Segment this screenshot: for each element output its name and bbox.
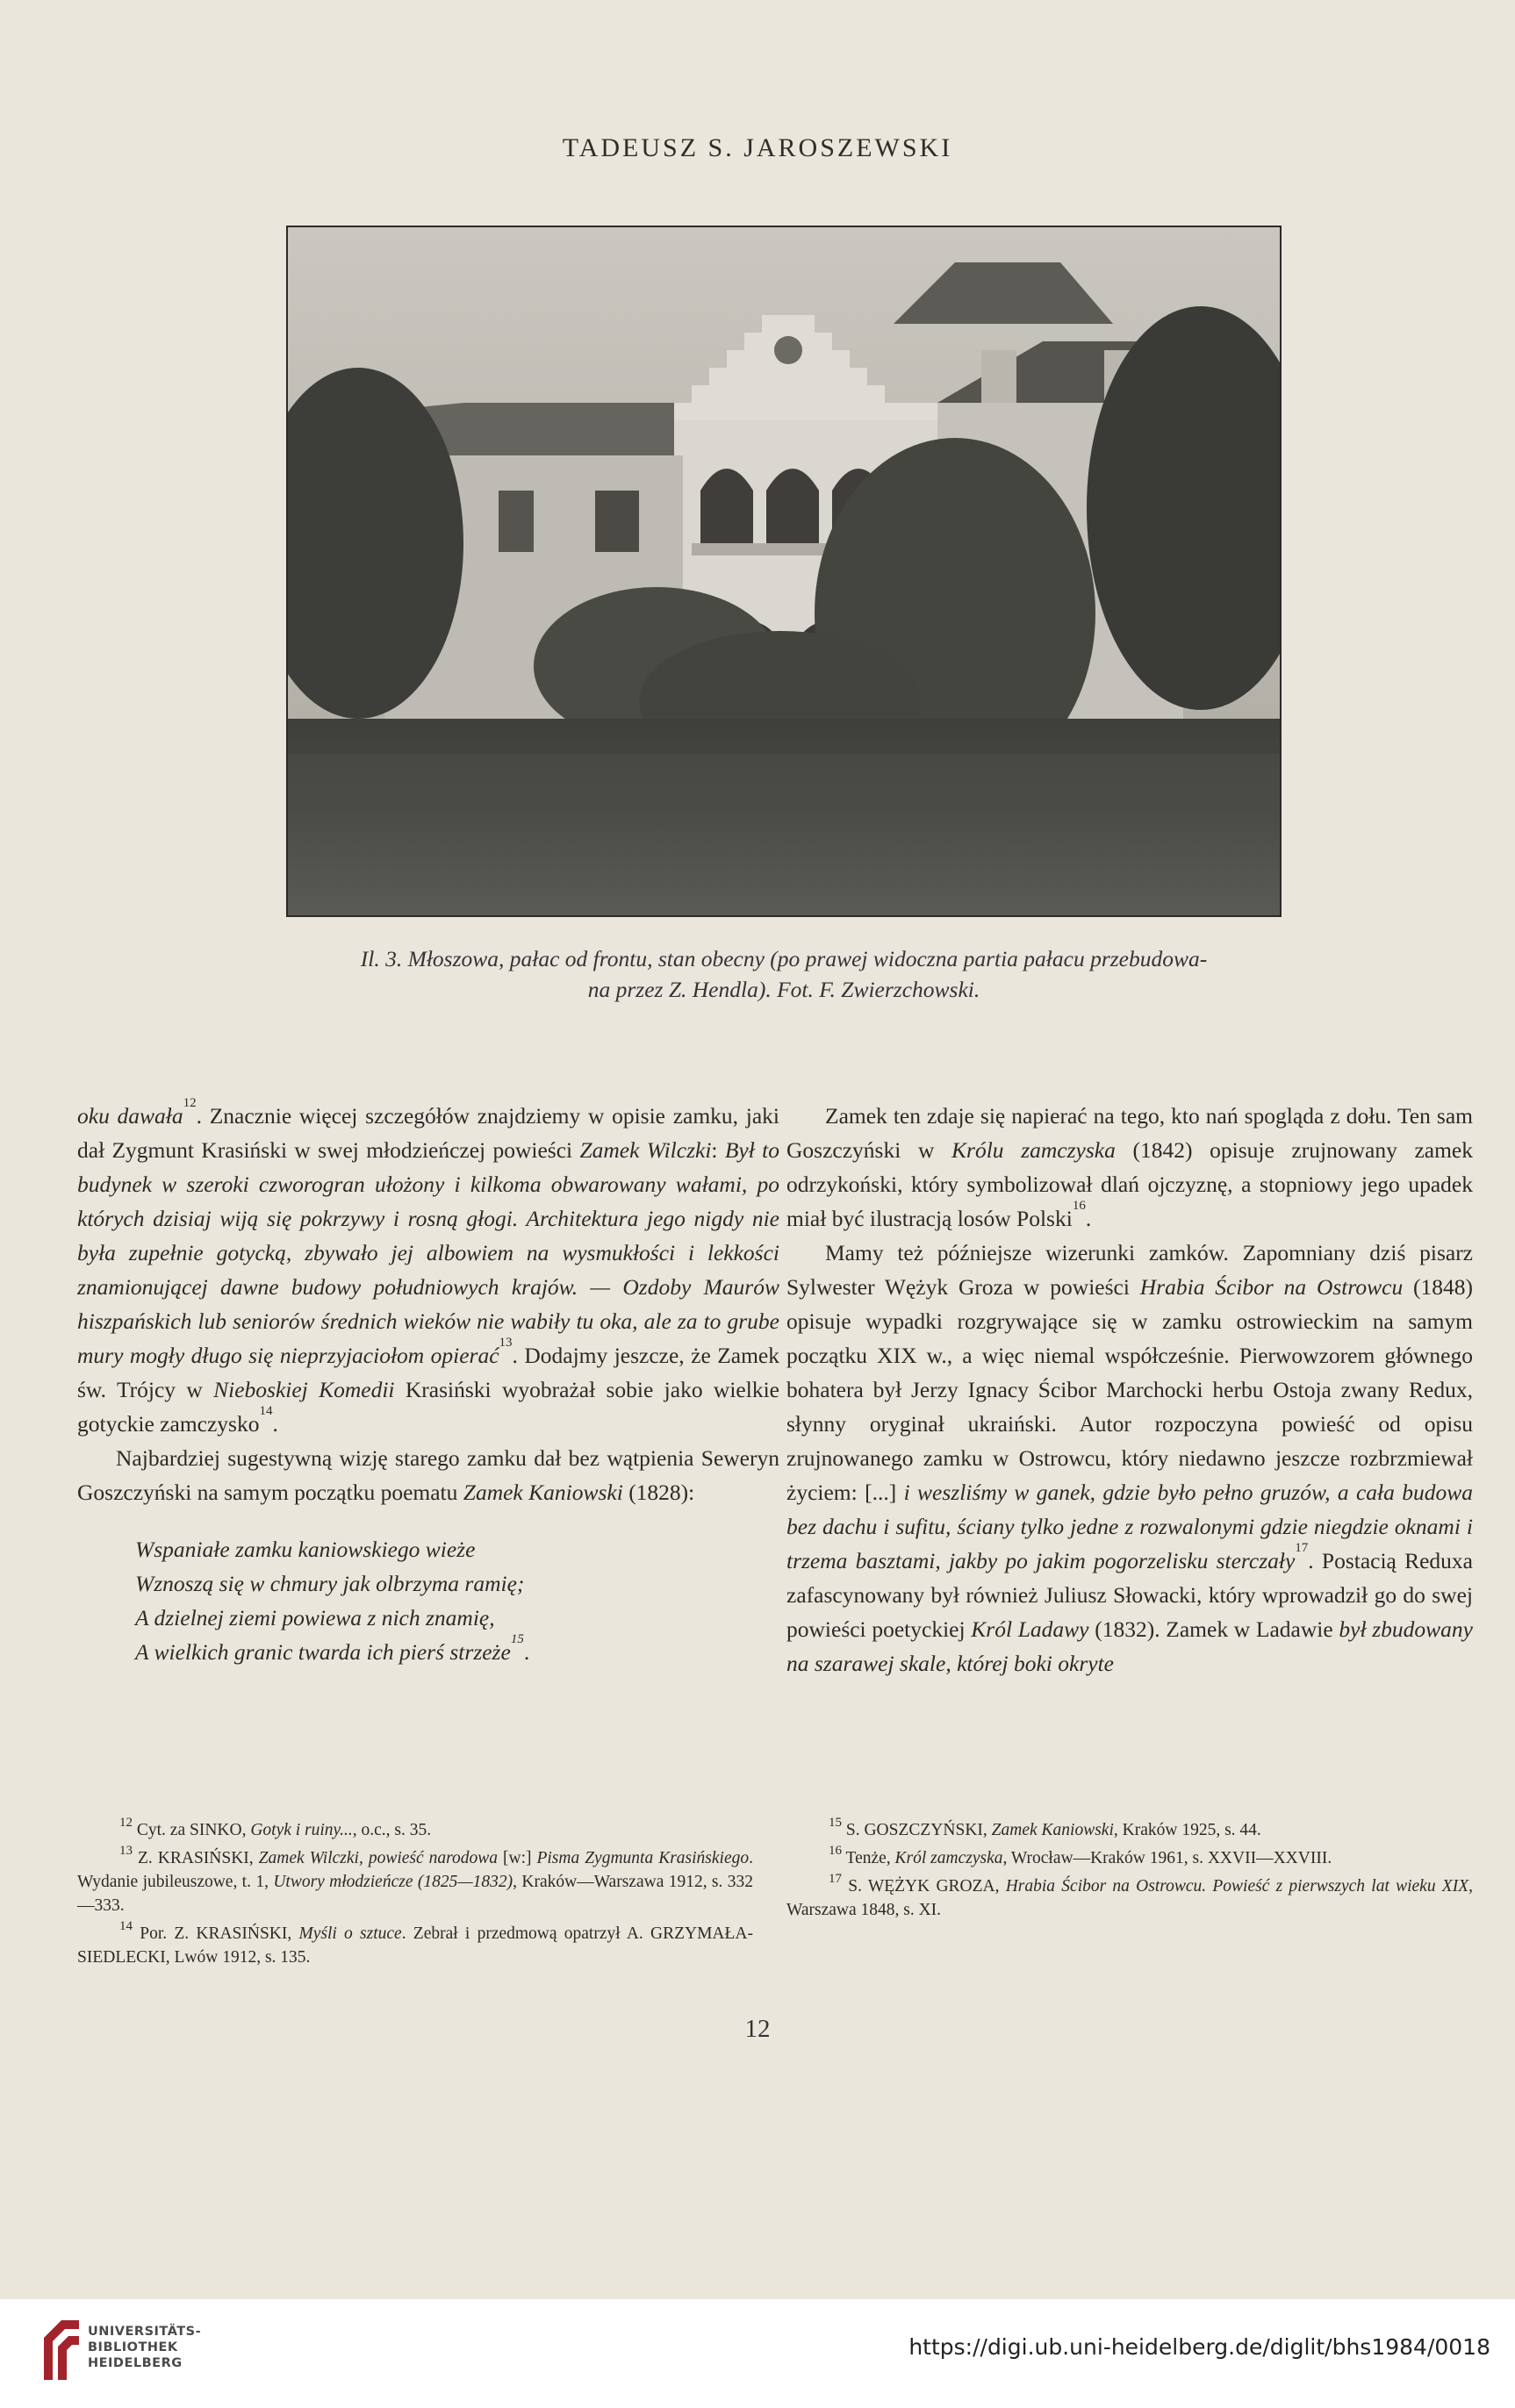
footnote-ref: 12: [183, 1096, 197, 1110]
poem-line: A dzielnej ziemi powiewa z nich znamię,: [135, 1605, 495, 1630]
book-title: Zamek Wilczki: [579, 1137, 712, 1163]
book-title: Nieboskiej Komedii: [213, 1377, 395, 1402]
paragraph: [786, 1099, 1473, 1236]
italic-run: Król zamczyska: [894, 1849, 1003, 1867]
permalink-url[interactable]: https://digi.ub.uni-heidelberg.de/diglit/bhs1984/0018: [908, 2334, 1490, 2360]
italic-run: Hrabia Ścibor na Ostrowcu. Powieść z pierwszych lat wieku XIX: [1005, 1877, 1469, 1896]
footnote: [786, 1874, 1473, 1922]
footnote-ref: 15: [510, 1632, 524, 1646]
right-text-column: [786, 1099, 1473, 1681]
footnotes-left: [77, 1818, 753, 1974]
text-run: . Postacią Reduxa zafascynowany był również Juliusz Słowacki, który wprowadził go do swej powieści poetyckiej: [786, 1548, 1473, 1642]
text-run: Krasiński wyobrażał sobie jako wielkie gotyckie zamczysko: [77, 1377, 779, 1437]
quotation: był zbudowany na szarawej skale, której boki okryte: [786, 1616, 1473, 1676]
text-run: S. GOSZCZYŃSKI,: [845, 1821, 992, 1839]
footnote: [786, 1846, 1473, 1870]
text-run: (1832). Zamek w Ladawie: [1088, 1616, 1339, 1642]
italic-run: Utwory młodzieńcze (1825—1832): [273, 1873, 513, 1891]
footnote: [786, 1818, 1473, 1842]
text-run: [w:]: [498, 1849, 537, 1867]
italic-run: Myśli o sztuce: [298, 1924, 402, 1943]
text-run: , o.c., s. 35.: [352, 1821, 432, 1839]
footnote-number: 16: [829, 1844, 842, 1858]
poem-line: Wspaniałe zamku kaniowskiego wieże: [135, 1537, 476, 1562]
text-run: S. WĘŻYK GROZA,: [848, 1877, 1006, 1896]
footnote: [77, 1846, 753, 1917]
logo-text-line: BIBLIOTHEK: [88, 2340, 178, 2354]
logo-text-line: HEIDELBERG: [88, 2356, 183, 2370]
text-run: .: [523, 1639, 530, 1665]
text-run: (1842) opisuje zrujnowany zamek odrzykoński, który symbolizował dlań ojczyznę, a stopniowy jego upadek miał być ilustracją losów Polski: [786, 1137, 1474, 1231]
italic-run: Pisma Zygmunta Krasińskiego: [536, 1849, 750, 1867]
text-run: . Wydanie jubileuszowe, t. 1,: [77, 1849, 753, 1891]
text-run: . Zebrał i przedmową opatrzył A. GRZYMAŁA-SIEDLECKI, Lwów 1912, s. 135.: [77, 1924, 753, 1967]
page-number: 12: [744, 2015, 771, 2043]
footnote-number: 17: [829, 1872, 842, 1886]
text-run: (1828):: [622, 1480, 695, 1505]
text-run: Por. Z. KRASIŃSKI,: [140, 1924, 299, 1943]
footnote: [77, 1919, 753, 1969]
footnote-number: 13: [119, 1844, 133, 1858]
poem-line: [135, 1632, 779, 1669]
text-run: , Kraków—Warszawa 1912, s. 332—333.: [77, 1873, 753, 1915]
palace-photograph: [286, 226, 1282, 917]
italic-run: oku dawała: [77, 1103, 183, 1129]
paragraph: [786, 1236, 1473, 1681]
text-run: .: [272, 1411, 278, 1437]
book-title: Król Ladawy: [971, 1616, 1089, 1642]
text-run: A wielkich granic twarda ich pierś strzeże: [135, 1639, 511, 1665]
text-run: Najbardziej sugestywną wizję starego zamku dał bez wątpienia Seweryn Goszczyński na samym początku poematu: [77, 1445, 779, 1505]
text-run: .: [1085, 1206, 1092, 1231]
text-run: Zamek ten zdaje się napierać na tego, kto nań spogląda z dołu. Ten sam Goszczyński w: [786, 1103, 1473, 1163]
footnote-ref: 14: [259, 1404, 273, 1418]
left-text-column: [77, 1096, 779, 1669]
running-header: TADEUSZ S. JAROSZEWSKI: [562, 133, 953, 162]
paragraph: [77, 1441, 779, 1509]
text-run: :: [711, 1137, 725, 1163]
poem-line: Wznoszą się w chmury jak olbrzyma ramię;: [135, 1571, 525, 1596]
text-run: Cyt. za SINKO,: [136, 1821, 251, 1839]
logo-text-line: UNIVERSITÄTS-: [88, 2325, 202, 2339]
footnote-ref: 17: [1295, 1541, 1309, 1555]
caption-line: na przez Z. Hendla). Fot. F. Zwierzchowski.: [587, 976, 980, 1002]
quotation: i weszliśmy w ganek, gdzie było pełno gruzów, a cała budowa bez dachu i sufitu, ściany tylko jedne z rozwalonymi gdzie niegdzie oknami i trzema basztami, jakby po jakim pogorzelisku sterczały: [786, 1480, 1473, 1573]
book-title: Hrabia Ścibor na Ostrowcu: [1139, 1274, 1404, 1300]
poem-quotation: [135, 1532, 779, 1669]
italic-run: Zamek Kaniowski: [991, 1821, 1114, 1839]
library-logo-icon[interactable]: [35, 2311, 88, 2390]
italic-run: Zamek Wilczki, powieść narodowa: [258, 1849, 498, 1867]
text-run: (1848) opisuje wypadki rozgrywające się w zamku ostrowieckim na samym początku XIX w., a więc niemal współcześnie. Pierwowzorem głównego bohatera był Jerzy Ignacy Ścibor Marchocki herbu Ostoja zwany Redux, słynny oryginał ukraiński. Autor rozpoczyna powieść od opisu zrujnowanego zamku w Ostrowcu, który niedawno jeszcze rozbrzmiewał życiem: [...]: [786, 1274, 1474, 1505]
paragraph: [77, 1096, 779, 1441]
footnote: [77, 1818, 753, 1842]
library-logo-text[interactable]: [88, 2324, 201, 2371]
italic-run: Gotyk i ruiny...: [250, 1821, 353, 1839]
text-run: Z. KRASIŃSKI,: [138, 1849, 259, 1867]
caption-line: Il. 3. Młoszowa, pałac od frontu, stan obecny (po prawej widoczna partia pałacu przebudowa-: [360, 946, 1208, 971]
book-title: Zamek Kaniowski: [463, 1480, 623, 1505]
text-run: , Kraków 1925, s. 44.: [1113, 1821, 1261, 1839]
footnote-ref: 13: [499, 1336, 513, 1350]
footnote-number: 12: [119, 1816, 133, 1830]
footnote-number: 14: [119, 1919, 133, 1933]
text-run: Tenże,: [845, 1849, 895, 1867]
footnotes-right: [786, 1818, 1473, 1926]
text-run: , Wrocław—Kraków 1961, s. XXVII—XXVIII.: [1002, 1849, 1332, 1867]
text-run: Mamy też późniejsze wizerunki zamków. Zapomniany dziś pisarz Sylwester Wężyk Groza w powieści: [786, 1240, 1473, 1300]
text-run: . Znacznie więcej szczegółów znajdziemy w opisie zamku, jaki dał Zygmunt Krasiński w swej młodzieńczej powieści: [77, 1103, 779, 1163]
quotation: Był to budynek w szeroki czworogran ułożony i kilkoma obwarowany wałami, po których dzisiaj wiją się pokrzywy i rosną głogi. Architektura jego nigdy nie była zupełnie gotycką, zbywało jej albowiem na wysmukłości i lekkości znamionującej dawne budowy południowych krajów. — Ozdoby Maurów hiszpańskich lub seniorów średnich wieków nie wabiły tu oka, ale za to grube mury mogły długo się nieprzyjaciołom opierać: [77, 1137, 779, 1368]
footnote-number: 15: [829, 1816, 842, 1830]
book-title: Królu zamczyska: [951, 1137, 1116, 1163]
footnote-ref: 16: [1072, 1199, 1086, 1213]
text-run: . Dodajmy jeszcze, że Zamek św. Trójcy w: [77, 1343, 779, 1402]
figure-caption: [286, 944, 1282, 1005]
text-run: , Warszawa 1848, s. XI.: [786, 1877, 1473, 1919]
